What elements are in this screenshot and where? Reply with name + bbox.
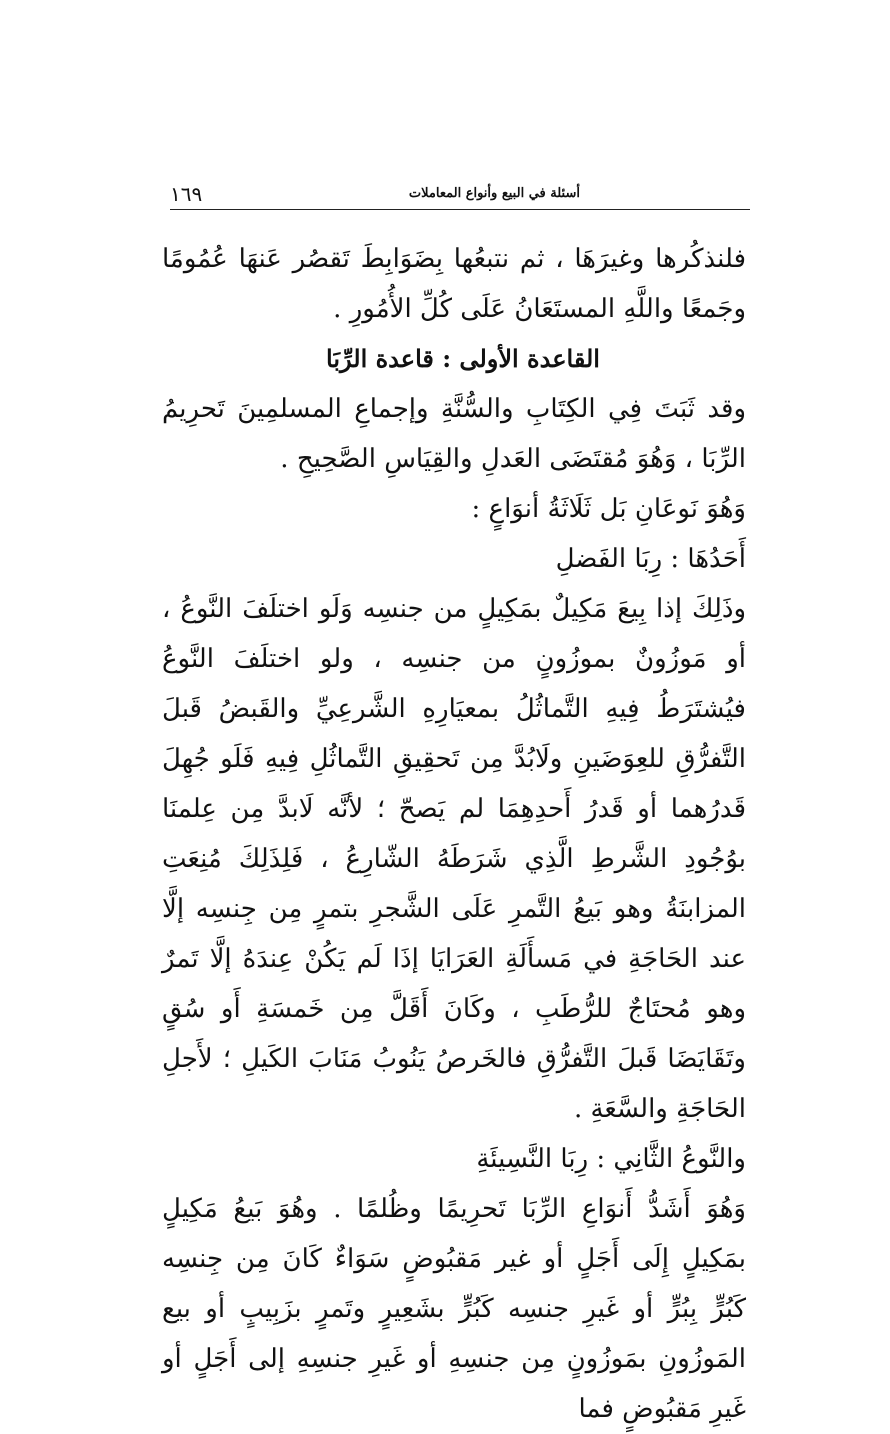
paragraph: وذَلِكَ إذا بِيعَ مَكِيلٌ بمَكِيلٍ من جنسِه وَلَو اختلَفَ النَّوعُ ، أو مَوزُونٌ بموزُونٍ من جنسِه ، ولو اختلَفَ النَّوعُ فيُشتَرَطُ فِيهِ التَّماثُلُ بمعيَارِهِ الشَّرعِيِّ والقَبضُ قَبلَ التَّفرُّقِ للعِوَضَينِ ولَابُدَّ مِن تَحقِيقِ التَّماثُلِ فِيهِ فَلَو جُهِلَ قَدرُهما أو قَدرُ أَحدِهِمَا لم يَصحّ ؛ لأنَّه لَابدَّ مِن عِلمنَا بوُجُودِ الشَّرطِ الَّذِي شَرَطَهُ الشّارِعُ ، فَلِذَلِكَ مُنِعَتِ المزابنَةُ وهو بَيعُ التَّمرِ عَلَى الشَّجرِ بتمرٍ مِن جِنسِه إلَّا عند الحَاجَةِ في مَسأَلَةِ العَرَايَا إذَا لَم يَكُنْ عِندَهُ إلَّا تَمرٌ وهو مُحتَاجٌ للرُّطَبِ ، وكَانَ أَقَلَّ مِن خَمسَةِ أَو سُقٍ وتَقَايَضَا قَبلَ التَّفرُّقِ فالخَرصُ يَنُوبُ مَنَابَ الكَيلِ ؛ لأَجلِ الحَاجَةِ والسَّعَةِ . [162,594,746,1124]
section-heading: القاعدة الأولى : قاعدة الرِّبَا [326,344,600,373]
subheading: والنَّوعُ الثَّانِي : رِبَا النَّسِيئَةِ [476,1144,746,1174]
page-header [170,182,750,208]
page-number: ١٦٩ [170,182,203,206]
running-title: أسئلة في البيع وأنواع المعاملات [408,186,580,201]
subheading: أَحَدُهَا : رِبَا الفَضلِ [555,544,746,574]
subheading: وَهُوَ نَوعَانِ بَل ثَلَاثَةُ أنوَاعٍ : [471,494,746,524]
page-body [162,234,764,1434]
paragraph: وقد ثَبَتَ فِي الكِتَابِ والسُّنَّةِ وإجماعِ المسلمِينَ تَحرِيمُ الرِّبَا ، وَهُوَ مُقتَضَى العَدلِ والقِيَاسِ الصَّحِيحِ . [162,394,746,474]
header-rule [170,209,750,210]
paragraph: فلنذكُرها وغيرَهَا ، ثم نتبعُها بِضَوَابِطَ تَقصُر عَنهَا عُمُومًا وجَمعًا واللَّهِ المستَعَانُ عَلَى كُلِّ الأُمُورِ . [162,244,746,324]
paragraph: وَهُوَ أَشَدُّ أَنوَاعِ الرِّبَا تَحرِيمًا وظُلمًا . وهُوَ بَيعُ مَكِيلٍ بمَكِيلٍ إِلَى أَجَلٍ أو غير مَقبُوضٍ سَوَاءٌ كَانَ مِن جِنسِه كَبُرٍّ بِبُرٍّ أو غَيرِ جنسِه كَبُرٍّ بشَعِيرٍ وتَمرٍ بزَبِيبٍ أو بيع المَوزُونِ بمَوزُونٍ مِن جنسِهِ أو غَيرِ جنسِهِ إلى أَجَلٍ أو غَيرِ مَقبُوضٍ فما [162,1194,746,1424]
